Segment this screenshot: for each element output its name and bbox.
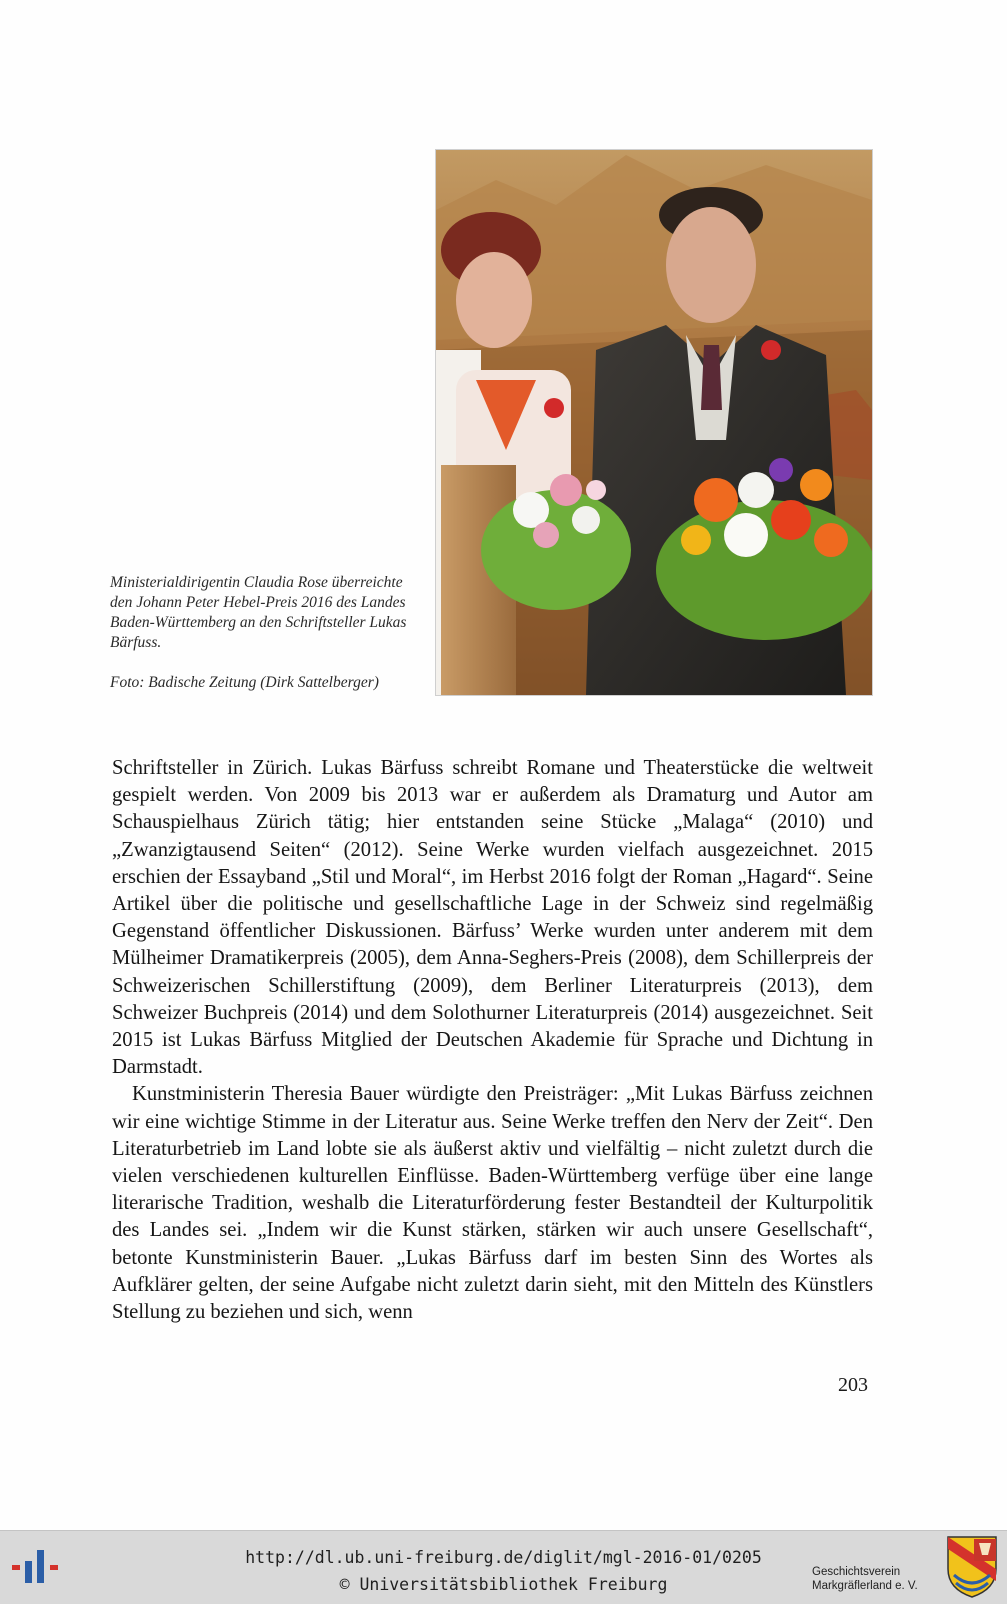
society-name-line-2: Markgräflerland e. V. (812, 1580, 918, 1592)
body-paragraph-2: Kunstministerin Theresia Bauer würdigte den Preisträger: „Mit Lukas Bärfuss zeichnen wir eine wichtige Stimme in der Literatur aus. Seine Werke treffen den Nerv der Zeit“. Den Literaturbetrieb im Land lobte sie als äußerst aktiv und vielfältig – nicht zuletzt durch die vielen verschiedenen kulturellen Einflüsse. Baden-Württemberg verfüge über eine lange literarische Tradition, weshalb die Literaturförderung fester Bestandteil der Kulturpolitik des Landes sei. „Indem wir die Kunst stärken, stärken wir auch unsere Gesellschaft“, betonte Kunstministerin Bauer. „Lukas Bärfuss darf im besten Sinn des Wortes als Aufklärer gelten, der seine Aufgabe nicht zuletzt darin sieht, mit den Mitteln des Künstlers Stellung zu beziehen und sich, wenn (112, 1083, 873, 1324)
caption-text: Ministerialdirigentin Claudia Rose überreichte den Johann Peter Hebel-Preis 2016 des Landes Baden-Württemberg an den Schriftsteller Lukas Bärfuss. (110, 574, 407, 651)
society-name-line-1: Geschichtsverein (812, 1566, 901, 1578)
body-paragraph-1: Schriftsteller in Zürich. Lukas Bärfuss schreibt Romane und Theaterstücke die weltweit gespielt werden. Von 2009 bis 2013 war er außerdem als Dramaturg und Autor am Schauspielhaus Zürich tätig; hier entstanden seine Stücke „Malaga“ (2010) und „Zwanzigtausend Seiten“ (2012). Seine Werke wurden vielfach ausgezeichnet. 2015 erschien der Essayband „Stil und Moral“, im Herbst 2016 folgt der Roman „Hagard“. Seine Artikel über die politische und gesellschaftliche Lage in der Schweiz sind regelmäßig Gegenstand öffentlicher Diskussionen. Bärfuss’ Werke wurden unter anderem mit dem Mülheimer Dramatikerpreis (2005), dem Anna-Seghers-Preis (2008), dem Schillerpreis der Schweizerischen Schillerstiftung (2009), dem Berliner Literaturpreis (2013), dem Schweizer Buchpreis (2014) und dem Solothurner Literaturpreis (2014) ausgezeichnet. Seit 2015 ist Lukas Bärfuss Mitglied der Deutschen Akademie für Sprache und Dichtung in Darmstadt. (112, 757, 873, 1079)
photo-credit: Foto: Badische Zeitung (Dirk Sattelberger) (110, 674, 379, 691)
photo (435, 149, 873, 696)
award-photo-illustration (436, 150, 872, 695)
coat-of-arms-icon (946, 1535, 998, 1599)
page-number: 203 (838, 1374, 868, 1396)
footer-copyright: © Universitätsbibliothek Freiburg (339, 1575, 668, 1594)
society-name (812, 1565, 947, 1593)
footer-url-link[interactable]: http://dl.ub.uni-freiburg.de/diglit/mgl-2016-01/0205 (245, 1548, 762, 1567)
article-body (112, 755, 873, 1326)
photo-caption (110, 573, 415, 693)
